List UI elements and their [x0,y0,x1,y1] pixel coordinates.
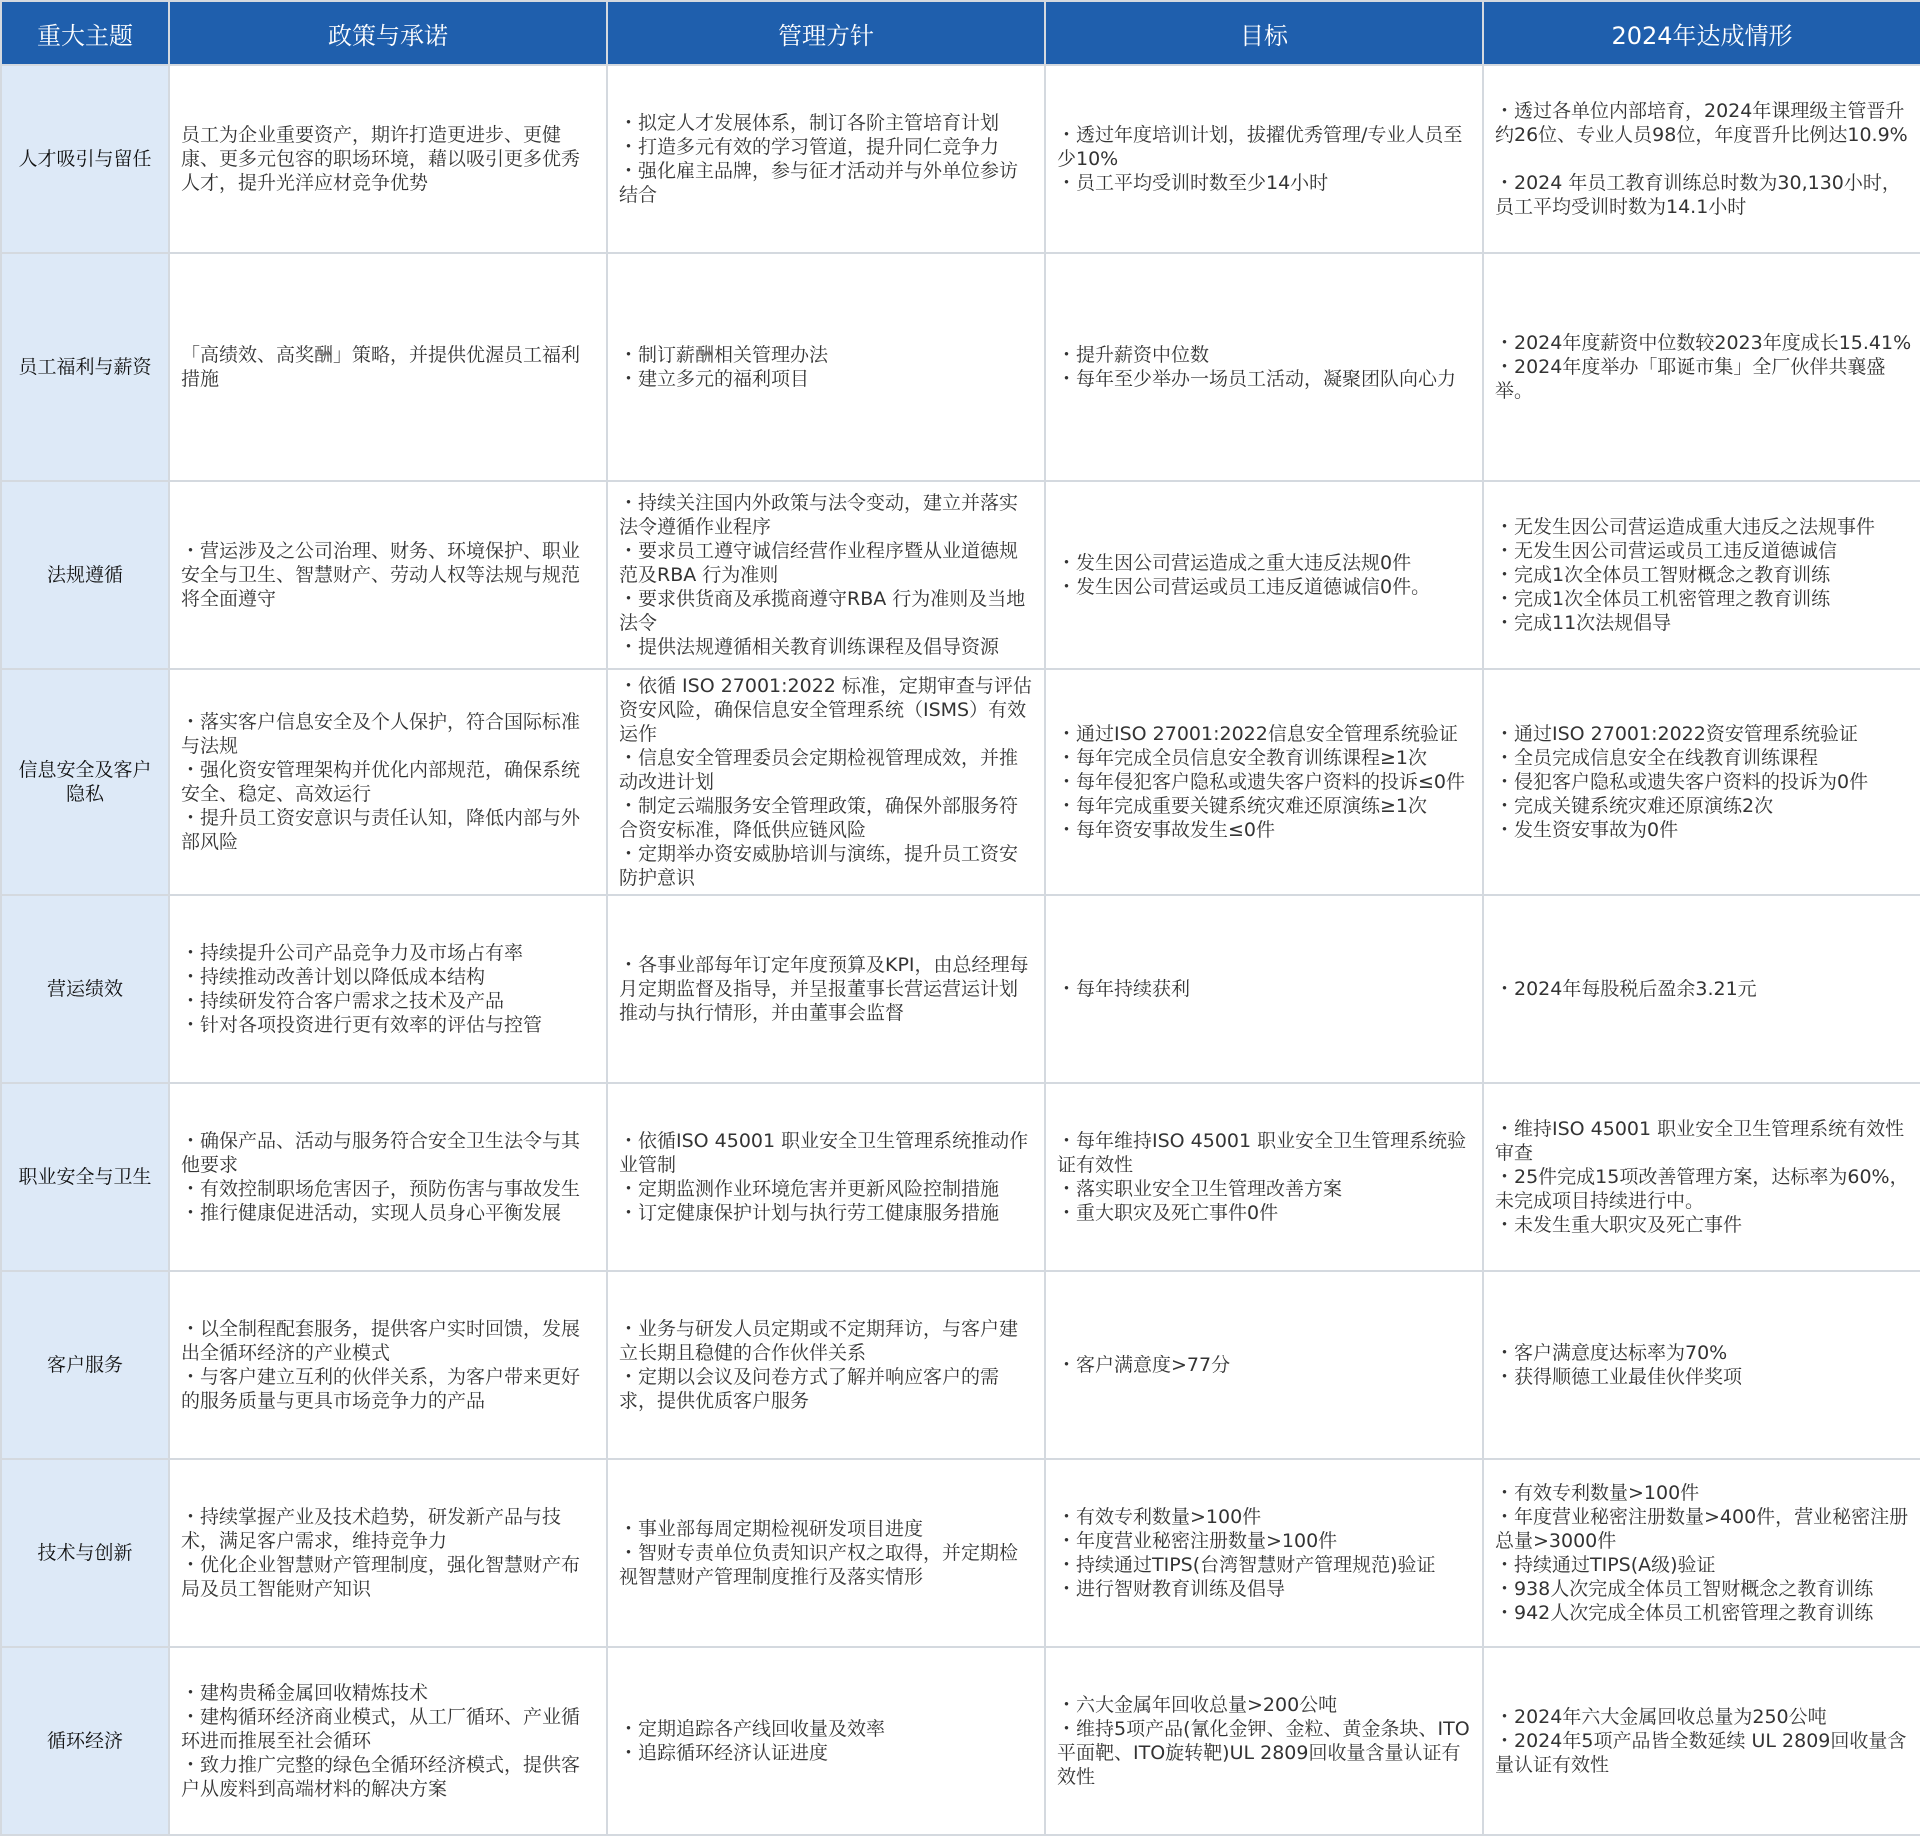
achievement-line: ・全员完成信息安全在线教育训练课程 [1495,747,1819,769]
management-line: ・定期举办资安威胁培训与演练，提升员工资安防护意识 [619,843,1019,889]
header-achievement: 2024年达成情形 [1483,1,1920,65]
policy-line: ・强化资安管理架构并优化内部规范，确保系统安全、稳定、高效运行 [181,759,581,805]
topic-cell [1,895,169,1083]
policy-line: ・持续研发符合客户需求之技术及产品 [181,990,505,1012]
management-line: ・定期追踪各产线回收量及效率 [619,1718,886,1740]
target-cell [1045,895,1483,1083]
management-line: ・信息安全管理委员会定期检视管理成效，并推动改进计划 [619,747,1019,793]
target-line: ・发生因公司营运造成之重大违反法规0件 [1057,552,1412,574]
target-cell [1045,253,1483,481]
achievement-cell [1483,669,1920,895]
management-line: ・制订薪酬相关管理办法 [619,344,829,366]
target-line: ・重大职灾及死亡事件0件 [1057,1202,1279,1224]
header-management: 管理方针 [607,1,1045,65]
achievement-line: ・2024年5项产品皆全数延续 UL 2809回收量含量认证有效性 [1495,1730,1907,1776]
target-cell [1045,481,1483,669]
target-line: ・透过年度培训计划，拔擢优秀管理/专业人员至少10% [1057,124,1463,170]
achievement-line: ・942人次完成全体员工机密管理之教育训练 [1495,1602,1874,1624]
table-row [1,1271,1920,1459]
policy-line: ・以全制程配套服务，提供客户实时回馈，发展出全循环经济的产业模式 [181,1318,581,1364]
policy-line: ・持续掌握产业及技术趋势，研发新产品与技术，满足客户需求，维持竞争力 [181,1506,562,1552]
target-line: ・有效专利数量>100件 [1057,1506,1262,1528]
target-line: ・每年资安事故发生≤0件 [1057,819,1276,841]
policy-line: ・提升员工资安意识与责任认知，降低内部与外部风险 [181,807,581,853]
policy-line: ・持续提升公司产品竞争力及市场占有率 [181,942,524,964]
achievement-line: ・无发生因公司营运或员工违反道德诚信 [1495,540,1838,562]
management-line: ・要求供货商及承揽商遵守RBA 行为准则及当地法令 [619,588,1026,634]
topic-cell [1,1083,169,1271]
policy-cell [169,1083,607,1271]
topic-cell [1,1647,169,1835]
policy-cell [169,669,607,895]
management-line: ・依循 ISO 27001:2022 标准，定期审查与评估资安风险，确保信息安全管理系统（ISMS）有效运作 [619,675,1032,745]
policy-line: 员工为企业重要资产，期许打造更进步、更健康、更多元包容的职场环境，藉以吸引更多优秀人才，提升光洋应材竞争优势 [181,124,581,194]
management-line: ・追踪循环经济认证进度 [619,1742,829,1764]
table-row [1,1083,1920,1271]
topic-cell [1,65,169,253]
policy-line: ・推行健康促进活动，实现人员身心平衡发展 [181,1202,562,1224]
management-line: ・事业部每周定期检视研发项目进度 [619,1518,924,1540]
management-cell [607,253,1045,481]
target-cell [1045,1459,1483,1647]
topic-cell [1,1271,169,1459]
management-line: ・业务与研发人员定期或不定期拜访，与客户建立长期且稳健的合作伙伴关系 [619,1318,1019,1364]
management-cell [607,1083,1045,1271]
header-target: 目标 [1045,1,1483,65]
topic-label: 员工福利与薪资 [18,356,152,378]
target-line: ・每年完成全员信息安全教育训练课程≥1次 [1057,747,1428,769]
achievement-line: ・2024年度举办「耶诞市集」全厂伙伴共襄盛举。 [1495,356,1886,402]
achievement-cell [1483,1083,1920,1271]
policy-cell [169,65,607,253]
topic-label: 技术与创新 [37,1542,133,1564]
achievement-line: ・完成11次法规倡导 [1495,612,1672,634]
target-cell [1045,1647,1483,1835]
policy-line: ・建构循环经济商业模式，从工厂循环、产业循环进而推展至社会循环 [181,1706,581,1752]
management-line: ・智财专责单位负责知识产权之取得，并定期检视智慧财产管理制度推行及落实情形 [619,1542,1019,1588]
table-row [1,1459,1920,1647]
target-line: ・维持5项产品(氰化金钾、金粒、黄金条块、ITO 平面靶、ITO旋转靶)UL 2809回收量含量认证有效性 [1057,1718,1470,1788]
header-policy: 政策与承诺 [169,1,607,65]
achievement-cell [1483,1459,1920,1647]
management-cell [607,1459,1045,1647]
policy-cell [169,1271,607,1459]
table-header-row [1,1,1920,65]
achievement-line: ・2024 年员工教育训练总时数为30,130小时，员工平均受训时数为14.1小时 [1495,172,1901,218]
target-line: ・通过ISO 27001:2022信息安全管理系统验证 [1057,723,1458,745]
achievement-line: ・25件完成15项改善管理方案，达标率为60%，未完成项目持续进行中。 [1495,1166,1909,1212]
achievement-line: ・侵犯客户隐私或遗失客户资料的投诉为0件 [1495,771,1869,793]
management-line: ・提供法规遵循相关教育训练课程及倡导资源 [619,636,1000,658]
policy-line: ・致力推广完整的绿色全循环经济模式，提供客户从废料到高端材料的解决方案 [181,1754,581,1800]
target-cell [1045,1271,1483,1459]
achievement-line: ・发生资安事故为0件 [1495,819,1679,841]
target-cell [1045,1083,1483,1271]
policy-line: ・有效控制职场危害因子，预防伤害与事故发生 [181,1178,581,1200]
table-row [1,481,1920,669]
achievement-line: ・完成1次全体员工机密管理之教育训练 [1495,588,1831,610]
management-line: ・订定健康保护计划与执行劳工健康服务措施 [619,1202,1000,1224]
management-cell [607,65,1045,253]
topic-cell [1,253,169,481]
header-topic: 重大主题 [1,1,169,65]
target-cell [1045,669,1483,895]
policy-line: ・针对各项投资进行更有效率的评估与控管 [181,1014,543,1036]
target-line: ・年度营业秘密注册数量>100件 [1057,1530,1338,1552]
management-line: ・打造多元有效的学习管道，提升同仁竞争力 [619,136,1000,158]
policy-cell [169,1647,607,1835]
management-line: ・制定云端服务安全管理政策，确保外部服务符合资安标准，降低供应链风险 [619,795,1019,841]
table-row [1,669,1920,895]
management-cell [607,481,1045,669]
management-line: ・强化雇主品牌，参与征才活动并与外单位参访结合 [619,160,1019,206]
achievement-cell [1483,65,1920,253]
table-row [1,1647,1920,1835]
achievement-line: ・客户满意度达标率为70% [1495,1342,1728,1364]
management-line: ・持续关注国内外政策与法令变动，建立并落实法令遵循作业程序 [619,492,1019,538]
achievement-line: ・完成关键系统灾难还原演练2次 [1495,795,1774,817]
policy-cell [169,895,607,1083]
achievement-cell [1483,1271,1920,1459]
achievement-cell [1483,1647,1920,1835]
target-line: ・进行智财教育训练及倡导 [1057,1578,1286,1600]
topic-label: 信息安全及客户隐私 [18,759,152,805]
target-line: ・员工平均受训时数至少14小时 [1057,172,1329,194]
topic-label: 循环经济 [46,1730,123,1752]
achievement-line: ・年度营业秘密注册数量>400件，营业秘密注册总量>3000件 [1495,1506,1909,1552]
target-line: ・落实职业安全卫生管理改善方案 [1057,1178,1343,1200]
management-cell [607,669,1045,895]
management-line: ・建立多元的福利项目 [619,368,810,390]
topic-cell [1,1459,169,1647]
achievement-cell [1483,481,1920,669]
policy-line: ・持续推动改善计划以降低成本结构 [181,966,486,988]
target-line: ・每年侵犯客户隐私或遗失客户资料的投诉≤0件 [1057,771,1466,793]
target-line: ・提升薪资中位数 [1057,344,1210,366]
policy-line: ・优化企业智慧财产管理制度，强化智慧财产布局及员工智能财产知识 [181,1554,581,1600]
management-cell [607,895,1045,1083]
target-line: ・每年至少举办一场员工活动，凝聚团队向心力 [1057,368,1457,390]
achievement-line: ・无发生因公司营运造成重大违反之法规事件 [1495,516,1876,538]
achievement-line: ・未发生重大职灾及死亡事件 [1495,1214,1743,1236]
topic-label: 营运绩效 [46,978,123,1000]
target-line: ・每年完成重要关键系统灾难还原演练≥1次 [1057,795,1428,817]
topic-label: 人才吸引与留任 [18,148,152,170]
achievement-line: ・维持ISO 45001 职业安全卫生管理系统有效性审查 [1495,1118,1905,1164]
achievement-line: ・完成1次全体员工智财概念之教育训练 [1495,564,1831,586]
achievement-line: ・2024年每股税后盈余3.21元 [1495,978,1757,1000]
policy-cell [169,481,607,669]
achievement-line: ・获得顺德工业最佳伙伴奖项 [1495,1366,1743,1388]
target-line: ・每年维持ISO 45001 职业安全卫生管理系统验证有效性 [1057,1130,1467,1176]
policy-line: 「高绩效、高奖酬」策略，并提供优渥员工福利措施 [181,344,581,390]
blank-line-spacer [1495,147,1912,171]
policy-line: ・确保产品、活动与服务符合安全卫生法令与其他要求 [181,1130,581,1176]
target-line: ・持续通过TIPS(台湾智慧财产管理规范)验证 [1057,1554,1436,1576]
management-line: ・拟定人才发展体系，制订各阶主管培育计划 [619,112,1000,134]
table-body [1,65,1920,1835]
topic-label: 职业安全与卫生 [18,1166,152,1188]
management-cell [607,1271,1045,1459]
table-row [1,253,1920,481]
policy-line: ・营运涉及之公司治理、财务、环境保护、职业安全与卫生、智慧财产、劳动人权等法规与规范将全面遵守 [181,540,581,610]
management-cell [607,1647,1045,1835]
achievement-line: ・通过ISO 27001:2022资安管理系统验证 [1495,723,1858,745]
policy-line: ・建构贵稀金属回收精炼技术 [181,1682,429,1704]
target-line: ・六大金属年回收总量>200公吨 [1057,1694,1338,1716]
policy-line: ・落实客户信息安全及个人保护，符合国际标准与法规 [181,711,581,757]
achievement-line: ・2024年度薪资中位数较2023年度成长15.41% [1495,332,1912,354]
achievement-line: ・2024年六大金属回收总量为250公吨 [1495,1706,1827,1728]
table-row [1,65,1920,253]
management-line: ・要求员工遵守诚信经营作业程序暨从业道德规范及RBA 行为准则 [619,540,1019,586]
policy-cell [169,1459,607,1647]
management-line: ・依循ISO 45001 职业安全卫生管理系统推动作业管制 [619,1130,1029,1176]
achievement-line: ・有效专利数量>100件 [1495,1482,1700,1504]
topic-label: 客户服务 [46,1354,123,1376]
topic-cell [1,481,169,669]
policy-cell [169,253,607,481]
management-line: ・定期监测作业环境危害并更新风险控制措施 [619,1178,1000,1200]
achievement-cell [1483,895,1920,1083]
topic-cell [1,669,169,895]
table-row [1,895,1920,1083]
management-line: ・各事业部每年订定年度预算及KPI，由总经理每月定期监督及指导，并呈报董事长营运营运计划推动与执行情形，并由董事会监督 [619,954,1029,1024]
achievement-line: ・透过各单位内部培育，2024年课理级主管晋升约26位、专业人员98位，年度晋升比例达10.9% [1495,100,1908,146]
target-line: ・每年持续获利 [1057,978,1191,1000]
policy-line: ・与客户建立互利的伙伴关系，为客户带来更好的服务质量与更具市场竞争力的产品 [181,1366,581,1412]
topic-label: 法规遵循 [46,564,123,586]
target-line: ・发生因公司营运或员工违反道德诚信0件。 [1057,576,1431,598]
achievement-line: ・938人次完成全体员工智财概念之教育训练 [1495,1578,1874,1600]
target-line: ・客户满意度>77分 [1057,1354,1231,1376]
target-cell [1045,65,1483,253]
management-line: ・定期以会议及问卷方式了解并响应客户的需求，提供优质客户服务 [619,1366,1000,1412]
achievement-cell [1483,253,1920,481]
achievement-line: ・持续通过TIPS(A级)验证 [1495,1554,1716,1576]
